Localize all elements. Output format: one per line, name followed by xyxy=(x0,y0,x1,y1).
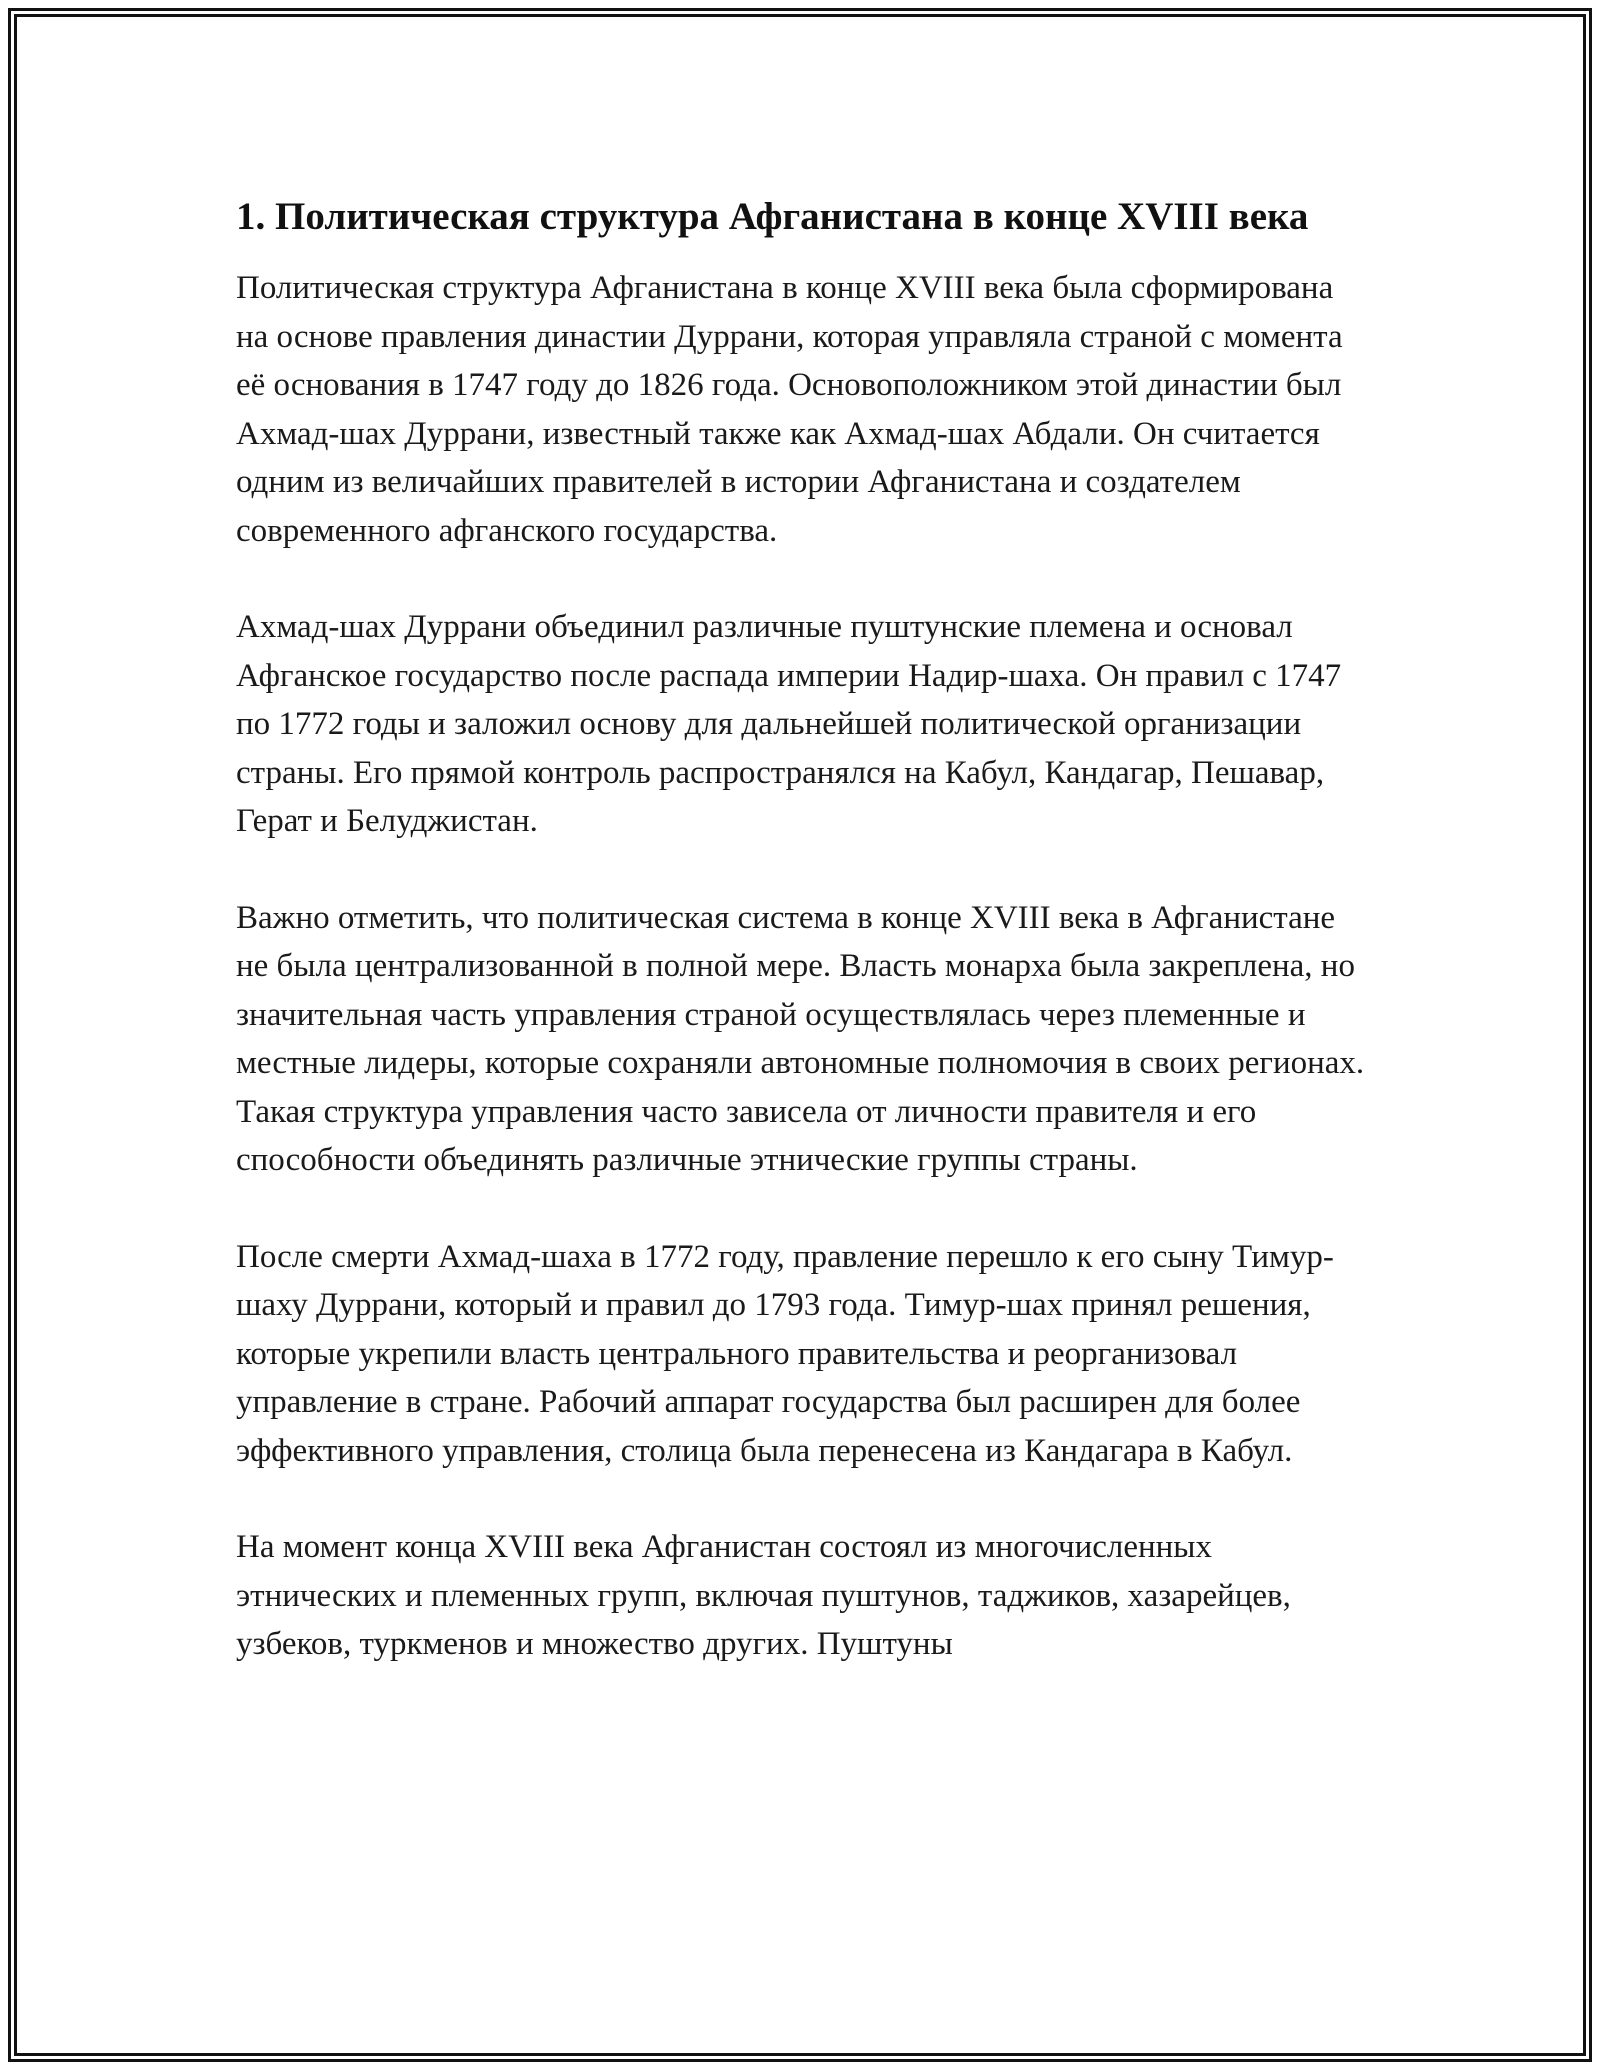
paragraph-5: На момент конца XVIII века Афганистан состоял из многочисленных этнических и племенных групп, включая пуштунов, таджиков, хазарейцев, узбеков, туркменов и множество других. Пуштуны xyxy=(236,1529,1291,1662)
paragraph-2: Ахмад-шах Дуррани объединил различные пуштунские племена и основал Афганское государство после распада империи Надир-шаха. Он правил с 1747 по 1772 годы и заложил основу для дальнейшей политической организации страны. Его прямой контроль распространялся на Кабул, Кандагар, Пешавар, Герат и Белуджистан. xyxy=(236,609,1342,839)
paragraph-1: Политическая структура Афганистана в конце XVIII века была сформирована на основе правления династии Дуррани, которая управляла страной с момента её основания в 1747 году до 1826 года. Основоположником этой династии был Ахмад-шах Дуррани, известный также как Ахмад-шах Абдали. Он считается одним из величайших правителей в истории Афганистана и создателем современного афганского государства. xyxy=(236,270,1343,549)
paragraph-4: После смерти Ахмад-шаха в 1772 году, правление перешло к его сыну Тимур-шаху Дуррани, который и правил до 1793 года. Тимур-шах принял решения, которые укрепили власть центрального правительства и реорганизовал управление в стране. Рабочий аппарат государства был расширен для более эффективного управления, столица была перенесена из Кандагара в Кабул. xyxy=(236,1238,1334,1469)
section-heading: 1. Политическая структура Афганистана в конце XVIII века xyxy=(236,195,1309,238)
paragraph-3: Важно отметить, что политическая система в конце XVIII века в Афганистане не была централизованной в полной мере. Власть монарха была закреплена, но значительная часть управления страной осуществлялась через племенные и местные лидеры, которые сохраняли автономные полномочия в своих регионах. Такая структура управления часто зависела от личности правителя и его способности объединять различные этнические группы страны. xyxy=(236,899,1365,1178)
document-body xyxy=(236,190,1372,1717)
